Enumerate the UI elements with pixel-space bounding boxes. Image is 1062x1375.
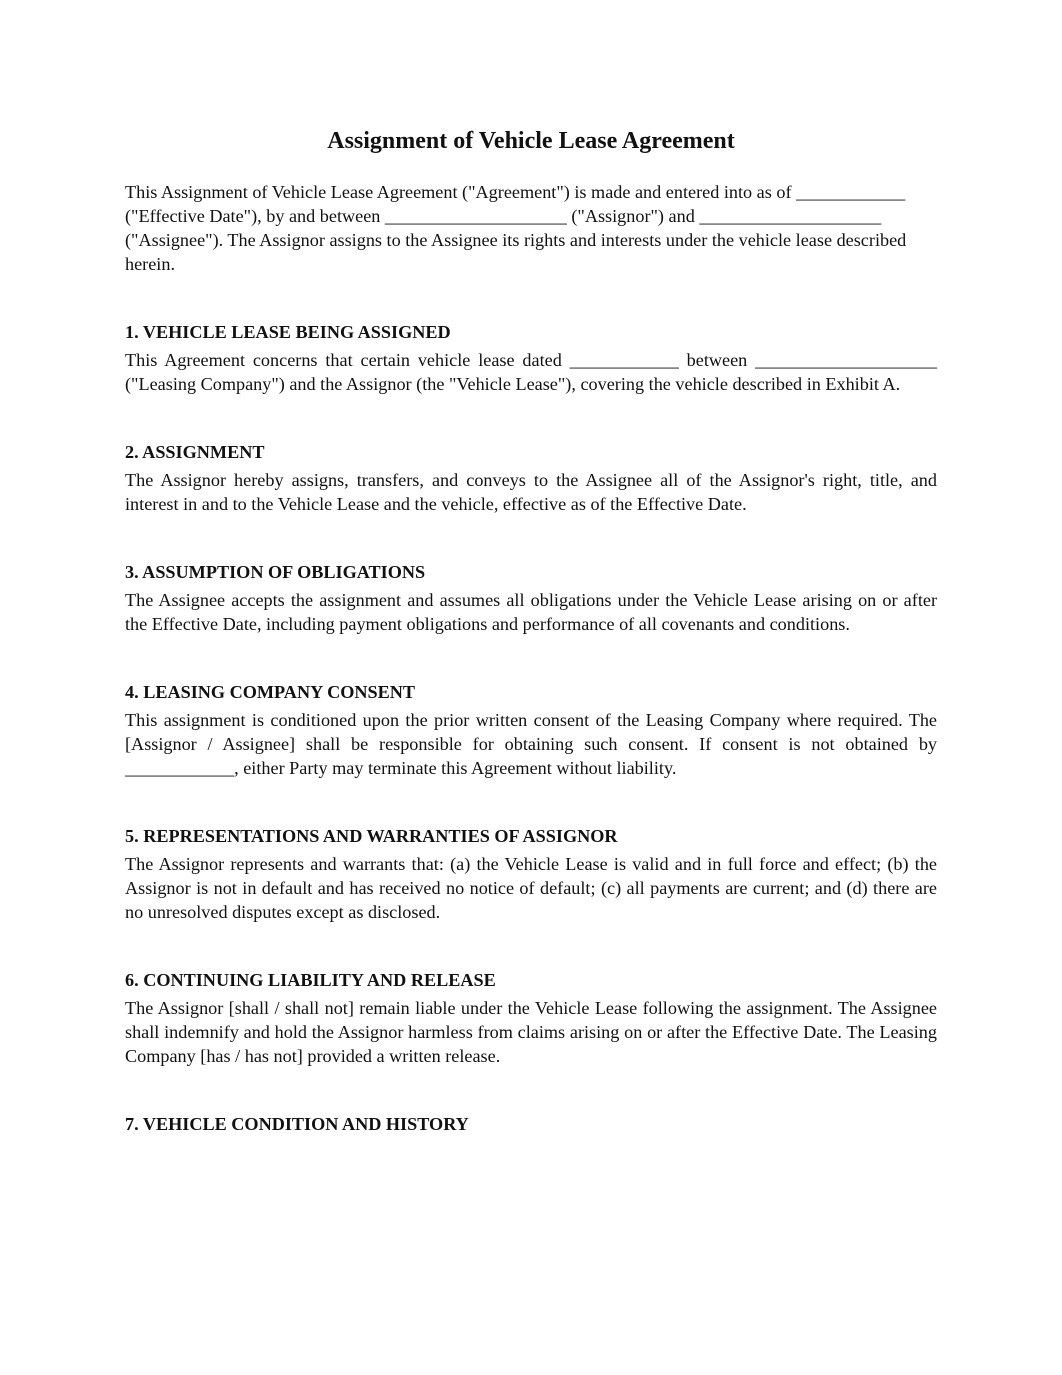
section-heading: 4. LEASING COMPANY CONSENT	[125, 682, 416, 702]
section-assumption	[125, 560, 937, 636]
section-heading: 1. VEHICLE LEASE BEING ASSIGNED	[125, 322, 451, 342]
section-heading: 2. ASSIGNMENT	[125, 442, 265, 462]
section-heading: 5. REPRESENTATIONS AND WARRANTIES OF ASSIGNOR	[125, 826, 618, 846]
section-liability	[125, 968, 937, 1068]
section-body: This assignment is conditioned upon the prior written consent of the Leasing Company where required. The [Assignor / Assignee] shall be responsible for obtaining such consent. If consent is not obtained by ____________, either Party may terminate this Agreement without liability.	[125, 710, 937, 778]
section-body: This Agreement concerns that certain vehicle lease dated ____________ between ____________________ ("Leasing Company") and the Assignor (the "Vehicle Lease"), covering the vehicle described in Exhibit A.	[125, 350, 937, 394]
section-representations	[125, 824, 937, 924]
section-heading: 7. VEHICLE CONDITION AND HISTORY	[125, 1114, 469, 1134]
section-consent	[125, 680, 937, 780]
section-body: The Assignor hereby assigns, transfers, and conveys to the Assignee all of the Assignor's right, title, and interest in and to the Vehicle Lease and the vehicle, effective as of the Effective Date.	[125, 470, 937, 514]
section-body: The Assignee accepts the assignment and assumes all obligations under the Vehicle Lease arising on or after the Effective Date, including payment obligations and performance of all covenants and conditions.	[125, 590, 937, 634]
section-vehicle-lease	[125, 320, 937, 396]
section-heading: 6. CONTINUING LIABILITY AND RELEASE	[125, 970, 496, 990]
document-page	[125, 122, 937, 1140]
section-body: The Assignor represents and warrants that: (a) the Vehicle Lease is valid and in full force and effect; (b) the Assignor is not in default and has received no notice of default; (c) all payments are current; and (d) there are no unresolved disputes except as disclosed.	[125, 854, 937, 922]
section-body: The Assignor [shall / shall not] remain liable under the Vehicle Lease following the assignment. The Assignee shall indemnify and hold the Assignor harmless from claims arising on or after the Effective Date. The Leasing Company [has / has not] provided a written release.	[125, 998, 937, 1066]
section-vehicle-condition	[125, 1112, 937, 1136]
intro-paragraph: This Assignment of Vehicle Lease Agreement ("Agreement") is made and entered into as of ____________ ("Effective Date"), by and between ____________________ ("Assignor") and ____________________ ("Assignee"). The Assignor assigns to the Assignee its rights and interests under the vehicle lease described herein.	[125, 182, 907, 274]
section-heading: 3. ASSUMPTION OF OBLIGATIONS	[125, 562, 426, 582]
document-title: Assignment of Vehicle Lease Agreement	[327, 128, 735, 154]
section-assignment	[125, 440, 937, 516]
